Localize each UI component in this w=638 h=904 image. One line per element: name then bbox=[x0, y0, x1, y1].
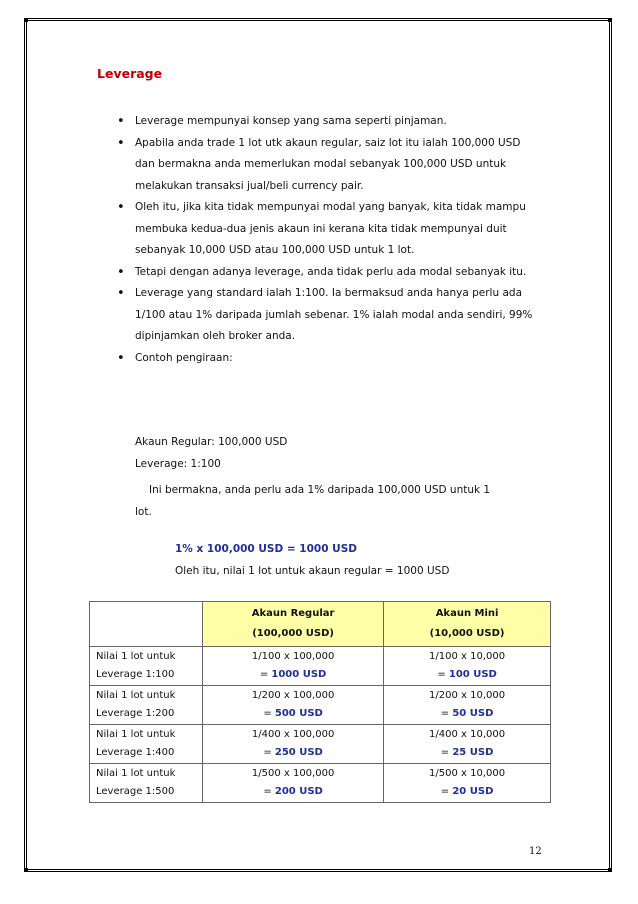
regular-calc: 1/100 x 100,000 bbox=[251, 651, 335, 662]
page-corner-top-left bbox=[24, 18, 28, 22]
regular-cell bbox=[203, 686, 384, 725]
row-label-line: Nilai 1 lot untuk bbox=[96, 651, 176, 662]
bullet-item: • Leverage yang standard ialah 1:100. Ia bermaksud anda hanya perlu ada 1/100 atau 1% daripada jumlah sebenar. 1% ialah modal anda sendiri, 99% dipinjamkan oleh broker anda. bbox=[117, 283, 537, 348]
example-meaning-cont: lot. bbox=[135, 505, 152, 518]
page-corner-bottom-right bbox=[608, 868, 612, 872]
example-account: Akaun Regular: 100,000 USD bbox=[135, 436, 288, 448]
row-label bbox=[90, 725, 203, 764]
mini-calc: 1/400 x 10,000 bbox=[429, 729, 506, 740]
regular-result bbox=[203, 783, 383, 801]
bullet-list bbox=[117, 111, 537, 369]
row-label-line: Nilai 1 lot untuk bbox=[96, 768, 176, 779]
regular-value: 200 USD bbox=[274, 786, 323, 797]
table-row bbox=[90, 686, 551, 725]
table-row bbox=[90, 764, 551, 803]
mini-result bbox=[384, 783, 550, 801]
header-mini-size: (10,000 USD) bbox=[429, 628, 505, 639]
mini-calc: 1/100 x 10,000 bbox=[429, 651, 506, 662]
header-regular-size: (100,000 USD) bbox=[252, 628, 334, 639]
calculation-conclusion: Oleh itu, nilai 1 lot untuk akaun regular = 1000 USD bbox=[175, 564, 450, 577]
row-label bbox=[90, 647, 203, 686]
mini-value: 25 USD bbox=[452, 747, 494, 758]
row-label-line: Leverage 1:200 bbox=[96, 708, 175, 719]
row-label-line: Leverage 1:400 bbox=[96, 747, 175, 758]
row-label-line: Leverage 1:500 bbox=[96, 786, 175, 797]
regular-result bbox=[203, 744, 383, 762]
calculation-formula: 1% x 100,000 USD = 1000 USD bbox=[175, 543, 357, 555]
mini-value: 100 USD bbox=[448, 669, 497, 680]
bullet-item: • Apabila anda trade 1 lot utk akaun regular, saiz lot itu ialah 100,000 USD dan bermakna anda memerlukan modal sebanyak 100,000 USD untuk melakukan transaksi jual/beli currency pair. bbox=[117, 133, 537, 198]
table-header-row bbox=[90, 602, 551, 647]
regular-result bbox=[203, 666, 383, 684]
regular-cell bbox=[203, 764, 384, 803]
equals-sign: = bbox=[440, 786, 453, 797]
table-header-mini bbox=[384, 602, 551, 647]
example-block bbox=[135, 432, 535, 523]
regular-value: 250 USD bbox=[274, 747, 323, 758]
mini-value: 20 USD bbox=[452, 786, 494, 797]
mini-value: 50 USD bbox=[452, 708, 494, 719]
example-meaning: Ini bermakna, anda perlu ada 1% daripada 100,000 USD untuk 1 bbox=[149, 484, 491, 496]
equals-sign: = bbox=[263, 747, 275, 758]
bullet-item: • Contoh pengiraan: bbox=[117, 348, 537, 370]
equals-sign: = bbox=[259, 669, 272, 680]
mini-cell bbox=[384, 764, 551, 803]
equals-sign: = bbox=[263, 786, 275, 797]
regular-cell bbox=[203, 725, 384, 764]
calculation-block bbox=[175, 539, 449, 582]
table-header-blank bbox=[90, 602, 203, 647]
row-label bbox=[90, 764, 203, 803]
bullet-item: • Tetapi dengan adanya leverage, anda tidak perlu ada modal sebanyak itu. bbox=[117, 262, 537, 284]
regular-value: 1000 USD bbox=[271, 669, 327, 680]
table-row bbox=[90, 725, 551, 764]
header-mini-title: Akaun Mini bbox=[435, 608, 499, 619]
regular-result bbox=[203, 705, 383, 723]
equals-sign: = bbox=[437, 669, 449, 680]
mini-result bbox=[384, 705, 550, 723]
regular-calc: 1/400 x 100,000 bbox=[251, 729, 335, 740]
section-heading: Leverage bbox=[97, 66, 163, 81]
bullet-item: • Leverage mempunyai konsep yang sama seperti pinjaman. bbox=[117, 111, 537, 133]
page-number: 12 bbox=[529, 846, 542, 857]
table-header-regular bbox=[203, 602, 384, 647]
equals-sign: = bbox=[263, 708, 275, 719]
row-label bbox=[90, 686, 203, 725]
equals-sign: = bbox=[440, 747, 453, 758]
regular-cell bbox=[203, 647, 384, 686]
header-regular-title: Akaun Regular bbox=[251, 608, 335, 619]
mini-calc: 1/500 x 10,000 bbox=[429, 768, 506, 779]
example-leverage: Leverage: 1:100 bbox=[135, 457, 221, 470]
row-label-line: Leverage 1:100 bbox=[96, 669, 175, 680]
leverage-table bbox=[89, 601, 551, 803]
row-label-line: Nilai 1 lot untuk bbox=[96, 690, 176, 701]
page-corner-bottom-left bbox=[24, 868, 28, 872]
mini-calc: 1/200 x 10,000 bbox=[429, 690, 506, 701]
mini-result bbox=[384, 666, 550, 684]
mini-cell bbox=[384, 647, 551, 686]
mini-cell bbox=[384, 725, 551, 764]
regular-calc: 1/500 x 100,000 bbox=[251, 768, 335, 779]
regular-calc: 1/200 x 100,000 bbox=[251, 690, 335, 701]
bullet-item: • Oleh itu, jika kita tidak mempunyai modal yang banyak, kita tidak mampu membuka kedua-dua jenis akaun ini kerana kita tidak mempunyai duit sebanyak 10,000 USD atau 100,000 USD untuk 1 lot. bbox=[117, 197, 537, 262]
mini-result bbox=[384, 744, 550, 762]
equals-sign: = bbox=[440, 708, 453, 719]
regular-value: 500 USD bbox=[274, 708, 323, 719]
row-label-line: Nilai 1 lot untuk bbox=[96, 729, 176, 740]
page-corner-top-right bbox=[608, 18, 612, 22]
mini-cell bbox=[384, 686, 551, 725]
table-row bbox=[90, 647, 551, 686]
